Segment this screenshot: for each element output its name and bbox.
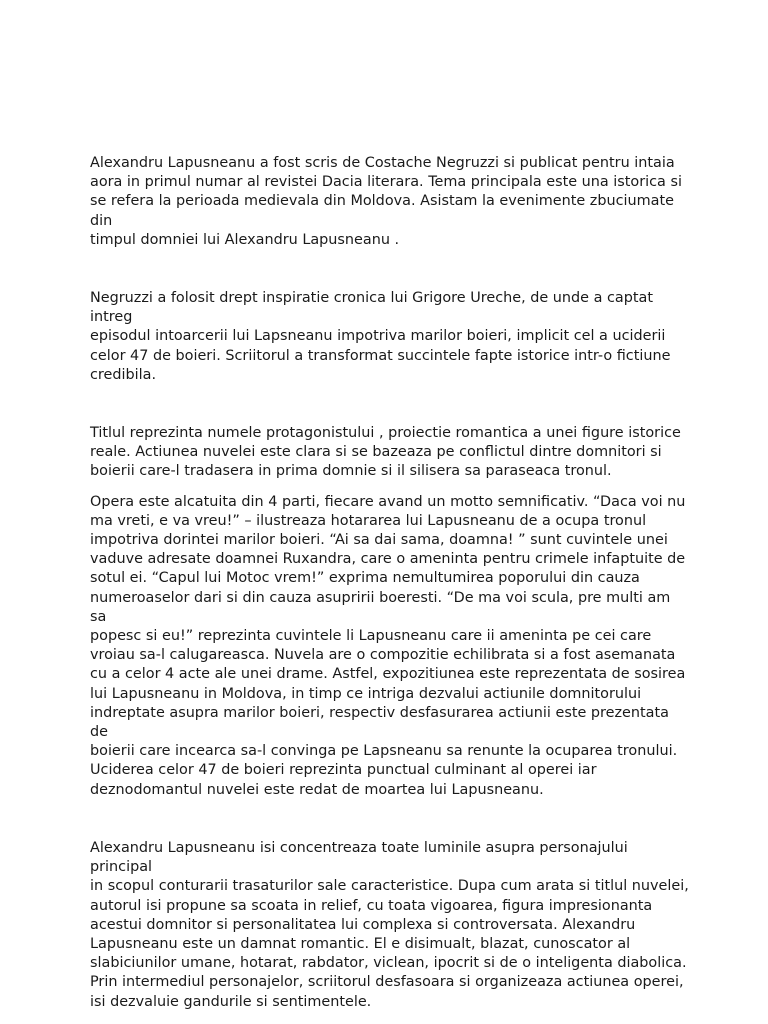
paragraph-title: Titlul reprezinta numele protagonistului , proiectie romantica a unei figure istorice reale. Actiunea nuvelei este clara si se bazeaza pe conflictul dintre domnitori si boierii care-l tradasera in prima domnie si il silisera sa paraseaca tronul. bbox=[90, 425, 681, 480]
paragraph-intro: Alexandru Lapusneanu a fost scris de Costache Negruzzi si publicat pentru intaia aora in primul numar al revistei Dacia literara. Tema principala este una istorica si se refera la perioada medievala din Moldova. Asistam la evenimente zbuciumate din timpul domniei lui Alexandru Lapusneanu . bbox=[90, 155, 682, 248]
paragraph-character: Alexandru Lapusneanu isi concentreaza toate luminile asupra personajului principal in scopul conturarii trasaturilor sale caracteristice. Dupa cum arata si titlul nuvelei, autorul isi propune sa scoata in relief, cu toata vigoarea, figura impresionanta acestui domnitor si personalitatea lui complexa si controversata. Alexandru Lapusneanu este un damnat romantic. El e disimualt, blazat, cunoscator al slabiciunilor umane, hotarat, rabdator, viclean, ipocrit si de o inteligenta diabolica. Prin intermediul personajelor, scriitorul desfasoara si organizeaza actiunea operei, isi dezvaluie gandurile si sentimentele. bbox=[90, 839, 689, 1010]
paragraph-structure: Opera este alcatuita din 4 parti, fiecare avand un motto semnificativ. “Daca voi nu ma vreti, e va vreu!” – ilustreaza hotararea lui Lapusneanu de a ocupa tronul impotriva dorintei marilor boieri. “Ai sa dai sama, doamna! ” sunt cuvintele unei vaduve adresate doamnei Ruxandra, care o ameninta pentru crimele infaptuite de sotul ei. “Capul lui Motoc vrem!” exprima nemultumirea poporului din cauza numeroaselor dari si din cauza asupririi boeresti. “De ma voi scula, pre multi am sa popesc si eu!” reprezinta cuvintele li Lapusneanu care ii ameninta pe cei care vroiau sa-l calugareasca. Nuvela are o compozitie echilibrata si a fost asemanata cu a celor 4 acte ale unei drame. Astfel, expozitiunea este reprezentata de sosirea lui Lapusneanu in Moldova, in timp ce intriga dezvalui actiunile domnitorului indreptate asupra marilor boieri, respectiv desfasurarea actiunii este prezentata de boierii care incearca sa-l convinga pe Lapsneanu sa renunte la ocuparea tronului. Uciderea celor 47 de boieri reprezinta punctual culminant al operei iar deznodomantul nuvelei este redat de moartea lui Lapusneanu. bbox=[90, 493, 686, 798]
paragraph-inspiration: Negruzzi a folosit drept inspiratie cronica lui Grigore Ureche, de unde a captat intreg episodul intoarcerii lui Lapsneanu impotriva marilor boieri, implicit cel a uciderii celor 47 de boieri. Scriitorul a transformat succintele fapte istorice intr-o fictiune credibila. bbox=[90, 290, 671, 383]
document-page bbox=[90, 154, 690, 1012]
